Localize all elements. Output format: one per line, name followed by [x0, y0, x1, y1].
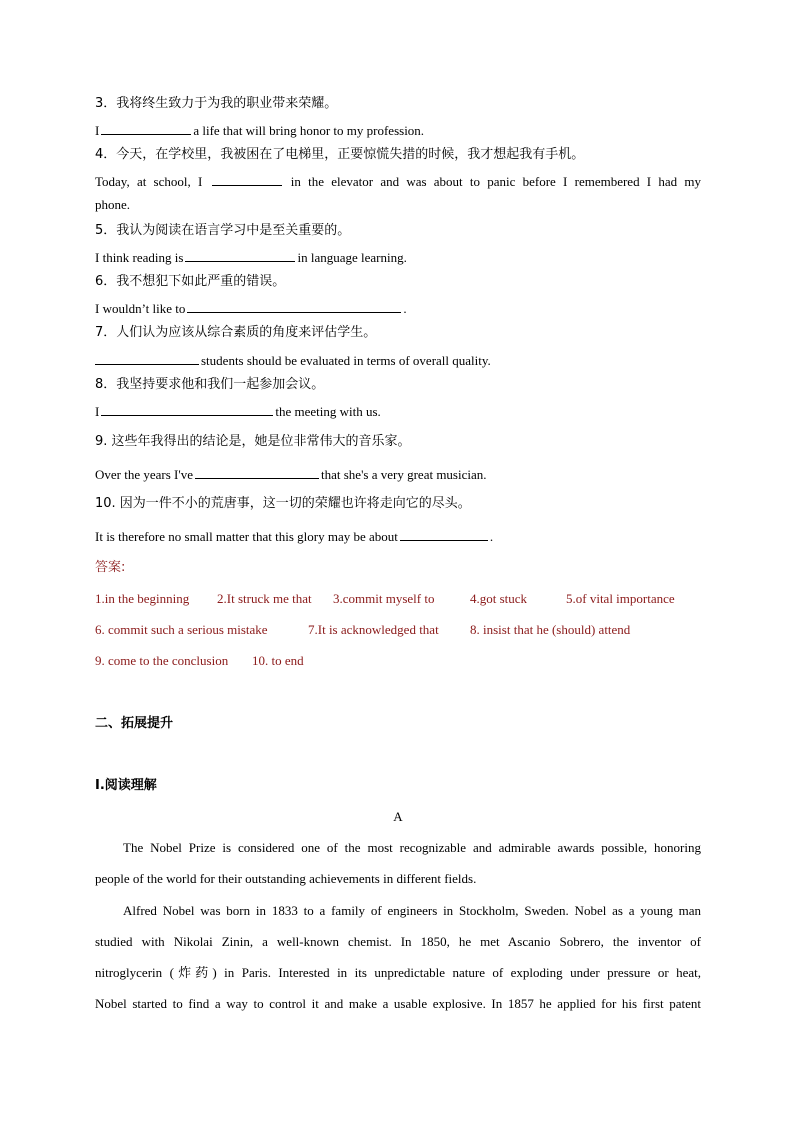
passage-label: A — [393, 809, 403, 824]
passage-p1-line: The Nobel Prize is considered one of the most recognizable and admirable awards possible, honoring — [123, 840, 701, 855]
answer-item: 9. come to the conclusion — [95, 653, 229, 668]
passage-p2-line: Nobel started to find a way to control it and make a usable explosive. In 1857 he applied for his first patent — [95, 996, 701, 1011]
answer-item: 8. insist that he (should) attend — [470, 622, 631, 637]
exercise-8-chinese: 8．我坚持要求他和我们一起参加会议。 — [95, 377, 325, 392]
exercise-4-english: Today, at school, I in the elevator and was about to panic before I remembered I had my — [95, 174, 701, 189]
answer-blank — [185, 249, 295, 262]
passage-p2-line: Alfred Nobel was born in 1833 to a family of engineers in Stockholm, Sweden. Nobel as a young man — [123, 903, 701, 918]
answer-item: 5.of vital importance — [566, 591, 675, 606]
answer-item: 4.got stuck — [470, 591, 528, 606]
answer-item: 1.in the beginning — [95, 591, 190, 606]
exercise-5-chinese: 5．我认为阅读在语言学习中是至关重要的。 — [95, 223, 351, 238]
exercise-5-english: I think reading is in language learning. — [95, 250, 407, 265]
answer-blank — [400, 528, 488, 541]
exercise-8-english: I the meeting with us. — [95, 404, 381, 419]
exercise-9-english: Over the years I've that she's a very great musician. — [95, 467, 487, 482]
answer-item: 3.commit myself to — [333, 591, 435, 606]
exercise-3-chinese: 3．我将终生致力于为我的职业带来荣耀。 — [95, 96, 338, 111]
section-title: 二、拓展提升 — [95, 716, 174, 731]
exercise-6-chinese: 6．我不想犯下如此严重的错误。 — [95, 274, 286, 289]
answer-blank — [101, 122, 191, 135]
exercise-3-english: I a life that will bring honor to my profession. — [95, 123, 425, 138]
answer-item: 2.It struck me that — [217, 591, 312, 606]
subsection-title: I.阅读理解 — [95, 778, 157, 793]
exercise-4-chinese: 4．今天，在学校里，我被困在了电梯里，正要惊慌失措的时候，我才想起我有手机。 — [95, 147, 585, 162]
answer-blank — [212, 173, 282, 186]
answer-blank — [101, 403, 273, 416]
exercise-9-chinese: 9. 这些年我得出的结论是，她是位非常伟大的音乐家。 — [95, 434, 411, 449]
answer-item: 10. to end — [252, 653, 304, 668]
passage-p1-line: people of the world for their outstanding achievements in different fields. — [95, 871, 477, 886]
answer-item: 7.It is acknowledged that — [308, 622, 439, 637]
answers-label: 答案: — [95, 560, 126, 575]
answer-blank — [195, 466, 319, 479]
exercise-4-english-cont: phone. — [95, 197, 131, 212]
passage-p2-line: nitroglycerin (炸药) in Paris. Interested in its unpredictable nature of exploding under pressure or heat, — [95, 965, 701, 980]
exercise-6-english: I wouldn’t like to . — [95, 301, 407, 316]
exercise-7-english: students should be evaluated in terms of overall quality. — [95, 352, 491, 369]
answer-blank — [187, 300, 401, 313]
passage-p2-line: studied with Nikolai Zinin, a well-known chemist. In 1850, he met Ascanio Sobrero, the inventor of — [95, 934, 701, 949]
exercise-10-chinese: 10. 因为一件不小的荒唐事，这一切的荣耀也许将走向它的尽头。 — [95, 496, 471, 511]
answer-item: 6. commit such a serious mistake — [95, 622, 268, 637]
exercise-10-english: It is therefore no small matter that this glory may be about . — [95, 529, 494, 544]
exercise-7-chinese: 7．人们认为应该从综合素质的角度来评估学生。 — [95, 325, 377, 340]
answer-blank — [95, 352, 199, 365]
